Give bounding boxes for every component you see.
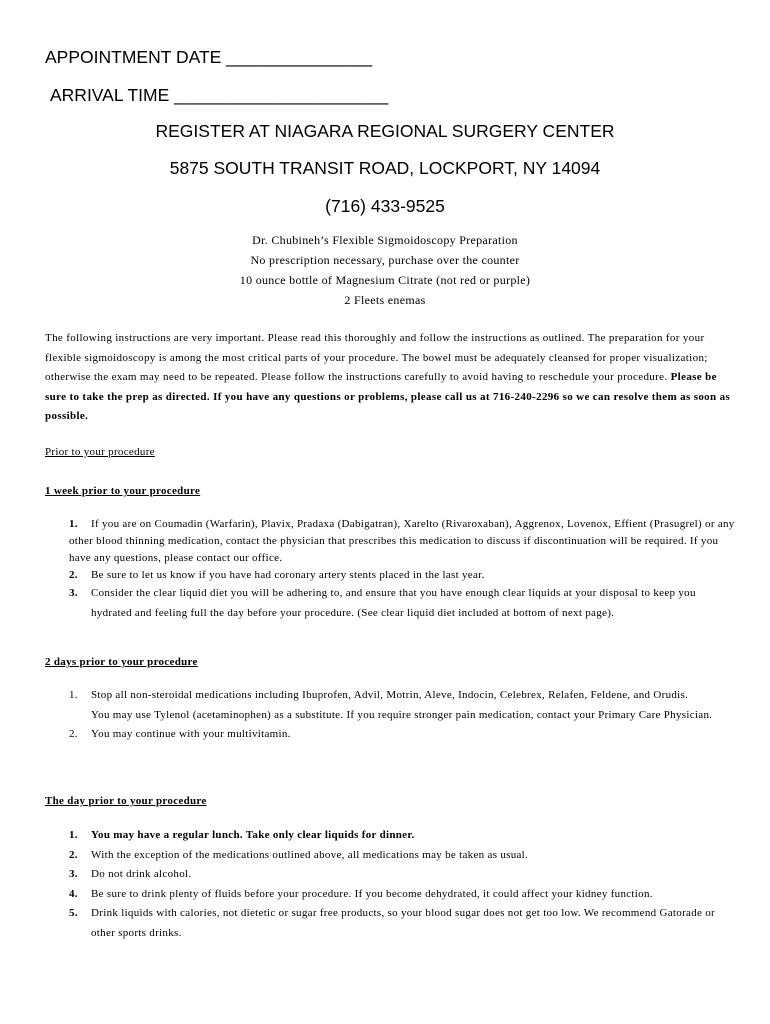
list-item xyxy=(45,686,735,725)
list-item xyxy=(45,904,735,943)
arrival-time-line: ARRIVAL TIME ______________________ xyxy=(50,85,389,105)
prep-line-4: 2 Fleets enemas xyxy=(344,293,426,307)
list-number: 3. xyxy=(69,868,78,880)
prior-heading: Prior to your procedure xyxy=(45,446,155,458)
register-heading: REGISTER AT NIAGARA REGIONAL SURGERY CENTER xyxy=(155,121,615,141)
list-number: 1. xyxy=(69,689,78,701)
two-days-list xyxy=(45,686,735,745)
phone-line: (716) 433-9525 xyxy=(325,196,445,216)
list-text: If you are on Coumadin (Warfarin), Plavix, Pradaxa (Dabigatran), Xarelto (Rivaroxaban), Aggrenox, Lovenox, Effient (Prasugrel) or any other blood thinning medication, contact the physician that prescribes this medication to discuss if discontinuation will be required. If you have any questions, please contact our office. xyxy=(69,518,735,564)
list-number: 5. xyxy=(69,907,78,919)
list-number: 3. xyxy=(69,587,78,599)
list-item xyxy=(45,826,735,846)
prep-title: Dr. Chubineh’s Flexible Sigmoidoscopy Preparation xyxy=(252,233,518,247)
list-text: You may continue with your multivitamin. xyxy=(91,728,291,740)
day-prior-list xyxy=(45,826,735,943)
list-number: 1. xyxy=(69,518,78,530)
intro-paragraph xyxy=(45,329,735,427)
intro-text: The following instructions are very important. Please read this thoroughly and follow the instructions as outlined. The preparation for your flexible sigmoidoscopy is among the most critical parts of your procedure. The bowel must be adequately cleansed for proper visualization; otherwise the exam may need to be repeated. Please follow the instructions carefully to avoid having to reschedule your procedure. xyxy=(45,332,708,383)
list-text: With the exception of the medications outlined above, all medications may be taken as usual. xyxy=(91,848,529,861)
list-text: Stop all non-steroidal medications including Ibuprofen, Advil, Motrin, Aleve, Indocin, Celebrex, Relafen, Feldene, and Orudis. xyxy=(91,689,689,701)
list-item xyxy=(45,865,735,885)
list-text: Be sure to drink plenty of fluids before your procedure. If you become dehydrated, it could affect your kidney function. xyxy=(91,887,653,900)
list-item xyxy=(45,584,735,623)
prep-line-3: 10 ounce bottle of Magnesium Citrate (not red or purple) xyxy=(239,273,531,287)
intro-bold-text: Please be sure to take the prep as directed. If you have any questions or problems, please call us at 716-240-2296 so we can resolve them as soon as possible. xyxy=(45,371,731,422)
prep-line-2: No prescription necessary, purchase over the counter xyxy=(250,253,520,267)
list-number: 2. xyxy=(69,848,78,861)
list-item xyxy=(45,885,735,905)
list-number: 4. xyxy=(69,887,78,900)
list-text: Do not drink alcohol. xyxy=(91,868,192,880)
list-item xyxy=(45,846,735,866)
list-number: 2. xyxy=(69,569,78,581)
address-line: 5875 SOUTH TRANSIT ROAD, LOCKPORT, NY 14094 xyxy=(169,158,601,178)
list-item xyxy=(45,516,735,567)
list-item xyxy=(45,567,735,584)
week-heading: 1 week prior to your procedure xyxy=(45,485,201,497)
two-days-heading: 2 days prior to your procedure xyxy=(45,656,198,668)
list-text: Drink liquids with calories, not dietetic or sugar free products, so your blood sugar does not get too low. We recommend Gatorade or other sports drinks. xyxy=(91,907,716,939)
week-list xyxy=(45,516,735,623)
list-subtext: You may use Tylenol (acetaminophen) as a substitute. If you require stronger pain medication, contact your Primary Care Physician. xyxy=(91,708,713,721)
list-number: 1. xyxy=(69,829,78,841)
appointment-date-line: APPOINTMENT DATE _______________ xyxy=(45,47,373,67)
list-text: Consider the clear liquid diet you will be adhering to, and ensure that you have enough clear liquids at your disposal to keep you hydrated and feeling full the day before your procedure. (See clear liquid diet included at bottom of next page). xyxy=(91,587,696,619)
list-number: 2. xyxy=(69,728,78,740)
list-text: Be sure to let us know if you have had coronary artery stents placed in the last year. xyxy=(91,569,485,581)
list-item xyxy=(45,725,735,745)
list-text: You may have a regular lunch. Take only clear liquids for dinner. xyxy=(91,829,415,841)
day-prior-heading: The day prior to your procedure xyxy=(45,795,207,807)
